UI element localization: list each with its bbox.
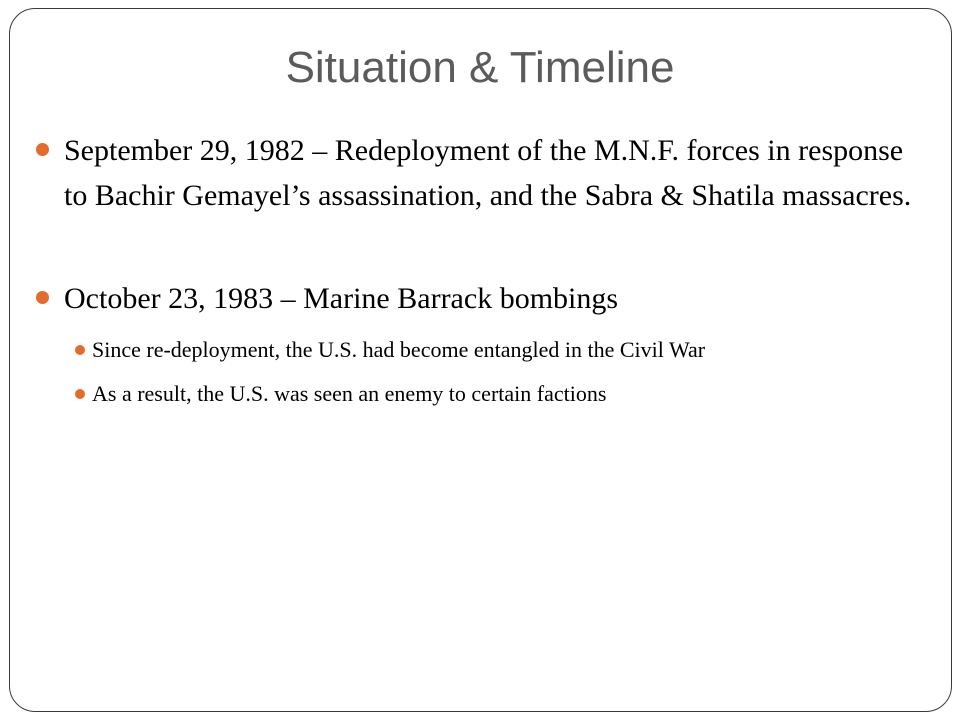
slide-title: Situation & Timeline — [285, 43, 675, 92]
sub-bullet-item — [92, 379, 932, 409]
bullet-item — [64, 128, 924, 218]
sub-bullet-text: As a result, the U.S. was seen an enemy to certain factions — [92, 381, 607, 406]
sub-bullet-dot-icon — [75, 345, 85, 355]
sub-bullet-dot-icon — [75, 389, 85, 399]
bullet-item — [64, 276, 924, 321]
sub-bullet-item — [92, 335, 932, 365]
bullet-text: October 23, 1983 – Marine Barrack bombings — [64, 282, 619, 315]
bullet-dot-icon — [36, 291, 49, 304]
bullet-text: September 29, 1982 – Redeployment of the M.N.F. forces in response to Bachir Gemayel’s assassination, and the Sabra & Shatila massacres. — [64, 134, 912, 212]
sub-bullet-text: Since re-deployment, the U.S. had become entangled in the Civil War — [92, 337, 706, 362]
bullet-dot-icon — [36, 143, 49, 156]
